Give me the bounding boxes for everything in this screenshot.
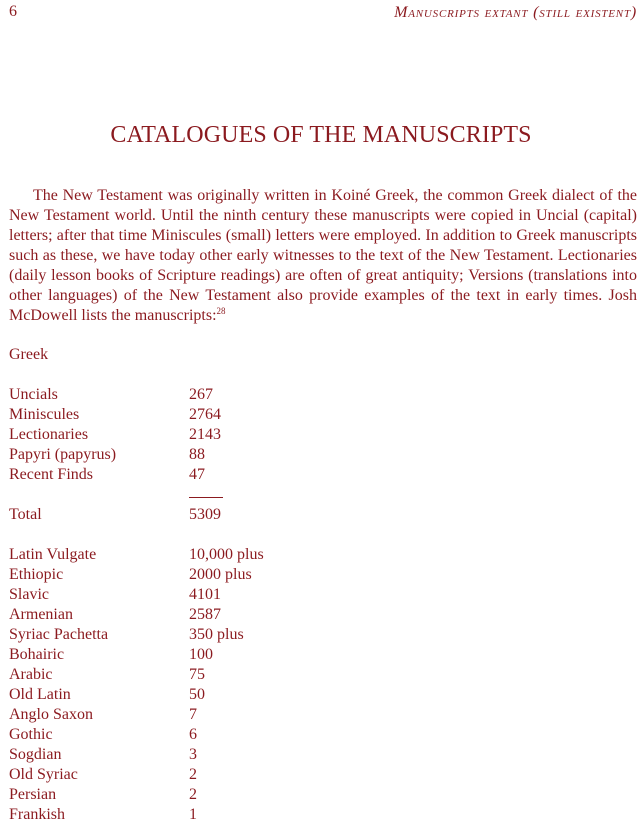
sum-rule-row xyxy=(9,485,429,505)
table-row xyxy=(9,765,429,785)
row-value: 2587 xyxy=(189,606,221,623)
row-name: Gothic xyxy=(9,726,53,743)
page-title: CATALOGUES OF THE MANUSCRIPTS xyxy=(110,122,532,148)
greek-table xyxy=(9,385,429,525)
row-value: 2 xyxy=(189,786,197,803)
row-value: 75 xyxy=(189,666,205,683)
row-value: 100 xyxy=(189,646,213,663)
row-value: 3 xyxy=(189,746,197,763)
row-value: 88 xyxy=(189,446,205,463)
table-row xyxy=(9,745,429,765)
row-value: 10,000 plus xyxy=(189,546,264,563)
row-value: 6 xyxy=(189,726,197,743)
intro-paragraph xyxy=(9,186,637,326)
row-name: Sogdian xyxy=(9,746,62,763)
row-value: 350 plus xyxy=(189,626,244,643)
row-value: 2 xyxy=(189,766,197,783)
table-row xyxy=(9,665,429,685)
total-row xyxy=(9,505,429,525)
row-name: Slavic xyxy=(9,586,49,603)
row-value: 47 xyxy=(189,466,205,483)
table-row xyxy=(9,605,429,625)
row-name: Bohairic xyxy=(9,646,65,663)
table-row xyxy=(9,625,429,645)
table-row xyxy=(9,725,429,745)
row-name: Frankish xyxy=(9,806,65,823)
row-name: Uncials xyxy=(9,386,58,403)
table-row xyxy=(9,545,429,565)
table-row xyxy=(9,705,429,725)
row-name: Arabic xyxy=(9,666,53,683)
table-row xyxy=(9,445,429,465)
row-value: 2143 xyxy=(189,426,221,443)
table-row xyxy=(9,385,429,405)
table-row xyxy=(9,785,429,805)
row-value: 2764 xyxy=(189,406,221,423)
versions-table xyxy=(9,545,429,825)
row-name: Persian xyxy=(9,786,57,803)
page-number: 6 xyxy=(9,3,17,20)
greek-label: Greek xyxy=(9,346,49,363)
row-value: 7 xyxy=(189,706,197,723)
row-name: Armenian xyxy=(9,606,73,623)
table-row xyxy=(9,585,429,605)
intro-text: The New Testament was originally written in Koiné Greek, the common Greek dialect of the New Testament world. Until the ninth century these manuscripts were copied in Uncial (capital) letters; after that time Miniscules (small) letters were employed. In addition to Greek manuscripts such as these, we have today other early witnesses to the text of the New Testament. Lectionaries (daily lesson books of Scripture readings) are often of great antiquity; Versions (translations into other languages) of the New Testament also provide examples of the text in early times. Josh McDowell lists the manuscripts: xyxy=(9,187,637,324)
footnote-ref[interactable]: 28 xyxy=(216,306,226,316)
row-name: Latin Vulgate xyxy=(9,546,97,563)
table-row xyxy=(9,805,429,825)
row-name: Lectionaries xyxy=(9,426,89,443)
running-head: Manuscripts extant (still existent) xyxy=(394,4,637,21)
row-name: Ethiopic xyxy=(9,566,64,583)
row-name: Syriac Pachetta xyxy=(9,626,109,643)
table-row xyxy=(9,425,429,445)
row-name: Old Latin xyxy=(9,686,71,703)
total-value: 5309 xyxy=(189,506,221,523)
row-name: Old Syriac xyxy=(9,766,78,783)
row-name: Anglo Saxon xyxy=(9,706,93,723)
table-row xyxy=(9,465,429,485)
row-name: Miniscules xyxy=(9,406,80,423)
row-value: 4101 xyxy=(189,586,221,603)
row-value: 50 xyxy=(189,686,205,703)
row-value: 1 xyxy=(189,806,197,823)
sum-rule xyxy=(189,497,223,498)
total-label: Total xyxy=(9,506,42,523)
row-value: 2000 plus xyxy=(189,566,252,583)
table-row xyxy=(9,645,429,665)
row-name: Papyri (papyrus) xyxy=(9,446,117,463)
table-row xyxy=(9,405,429,425)
table-row xyxy=(9,565,429,585)
row-value: 267 xyxy=(189,386,213,403)
row-name: Recent Finds xyxy=(9,466,93,483)
table-row xyxy=(9,685,429,705)
